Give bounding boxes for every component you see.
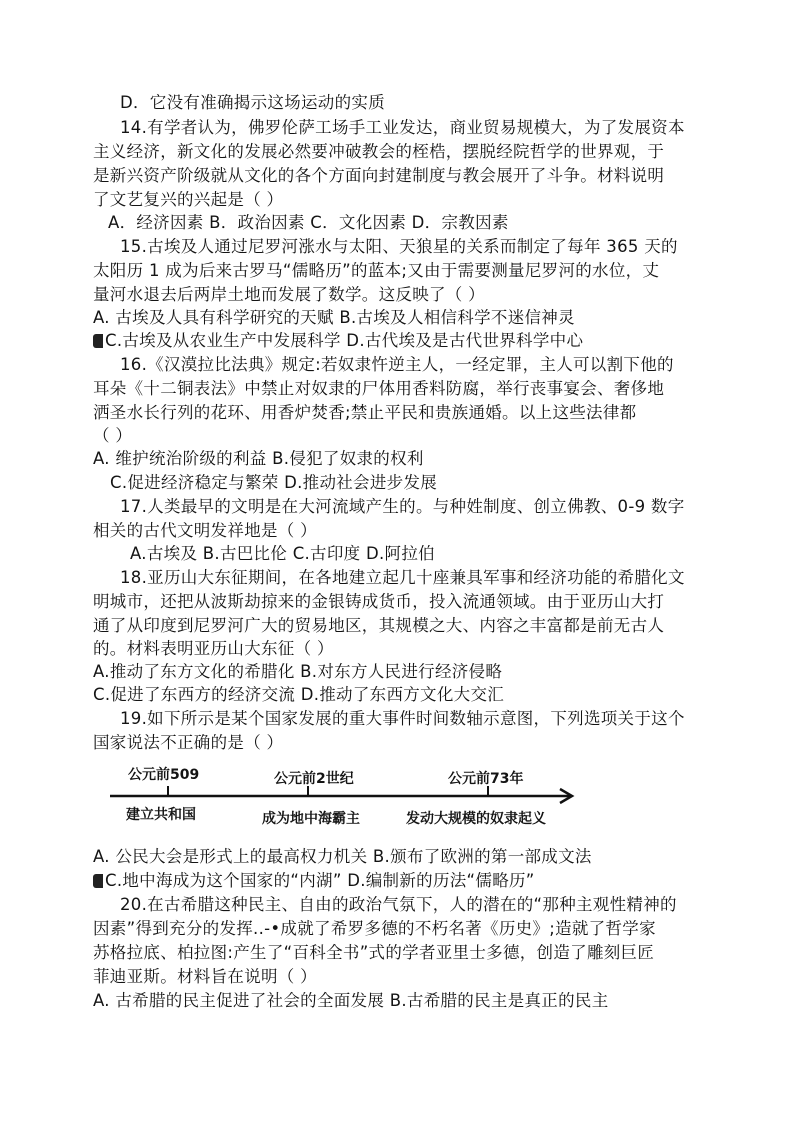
timeline-date-73: 公元前73年 (448, 771, 524, 787)
q16-stem-line: 洒圣水长行列的花环、用香炉焚香;禁止平民和贵族通婚。以上这些法律都 (93, 403, 637, 422)
q20-stem-line: 苏格拉底、柏拉图:产生了“百科全书”式的学者亚里士多德，创造了雕刻巨匠 (93, 943, 655, 962)
q19-options-ab: A. 公民大会是形式上的最高权力机关 B.颁布了欧洲的第一部成文法 (93, 847, 592, 866)
q14-stem-line: 是新兴资产阶级就从文化的各个方面向封建制度与教会展开了斗争。材料说明 (93, 166, 665, 185)
q18-options-cd: C.促进了东西方的经济交流 D.推动了东西方文化大交汇 (93, 685, 505, 704)
timeline-event-republic: 建立共和国 (126, 807, 196, 823)
q17-stem-line: 相关的古代文明发祥地是（ ） (93, 521, 317, 540)
q20-stem-line: 因素”得到充分的发挥..-•成就了希罗多德的不朽名著《历史》;造就了哲学家 (93, 919, 656, 938)
timeline-event-mediterranean: 成为地中海霸主 (262, 811, 360, 827)
q15-stem-line: 量河水退去后两岸土地而发展了数学。这反映了（ ） (93, 285, 485, 304)
q15-options-ab: A. 古埃及人具有科学研究的天赋 B.古埃及人相信科学不迷信神灵 (93, 308, 575, 327)
q20-stem-line: 菲迪亚斯。材料旨在说明（ ） (93, 967, 317, 986)
q16-options-ab: A. 维护统治阶级的利益 B.侵犯了奴隶的权利 (93, 449, 424, 468)
q15-options-cd-text: C.古埃及从农业生产中发展科学 D.古代埃及是古代世界科学中心 (105, 331, 584, 350)
timeline-date-509: 公元前509 (128, 767, 200, 783)
timeline-diagram (100, 758, 600, 838)
q17-options: A.古埃及 B.古巴比伦 C.古印度 D.阿拉伯 (130, 544, 435, 563)
q16-stem-line: （ ） (93, 426, 133, 445)
q19-stem-line: 19.如下所示是某个国家发展的重大事件时间数轴示意图，下列选项关于这个 (120, 709, 685, 728)
q14-stem-line: 主义经济，新文化的发展必然要冲破教会的桎梏，摆脱经院哲学的世界观，于 (93, 142, 665, 161)
q17-stem-line: 17.人类最早的文明是在大河流域产生的。与种姓制度、创立佛教、0-9 数字 (120, 497, 685, 516)
timeline-date-2nd-century: 公元前2世纪 (274, 771, 354, 787)
q20-options-ab: A. 古希腊的民主促进了社会的全面发展 B.古希腊的民主是真正的民主 (93, 991, 609, 1010)
q14-stem-line: 了文艺复兴的兴起是（ ） (93, 190, 284, 209)
q19-options-cd-text: C.地中海成为这个国家的“内湖” D.编制新的历法“儒略历” (105, 871, 535, 890)
q16-options-cd: C.促进经济稳定与繁荣 D.推动社会进步发展 (110, 473, 438, 492)
q18-stem-line: 明城市，还把从波斯劫掠来的金银铸成货币，投入流通领域。由于亚历山大打 (93, 592, 665, 611)
q15-options-cd (93, 330, 583, 352)
q19-stem-line: 国家说法不正确的是（ ） (93, 733, 284, 752)
q16-stem-line: 耳朵《十二铜表法》中禁止对奴隶的尸体用香料防腐，举行丧事宴会、奢侈地 (93, 379, 665, 398)
q14-stem-line: 14.有学者认为，佛罗伦萨工场手工业发达，商业贸易规模大，为了发展资本 (120, 118, 685, 137)
q19-options-cd (93, 870, 535, 892)
q18-stem-line: 的。材料表明亚历山大东征（ ） (93, 639, 334, 658)
q20-stem-line: 20.在古希腊这种民主、自由的政治气氛下，人的潜在的“那种主观性精神的 (120, 895, 677, 914)
q15-stem-line: 15.古埃及人通过尼罗河涨水与太阳、天狼星的关系而制定了每年 365 天的 (120, 237, 678, 256)
q18-stem-line: 通了从印度到尼罗河广大的贸易地区，其规模之大、内容之丰富都是前无古人 (93, 616, 665, 635)
answer-mark-icon (93, 874, 103, 888)
q18-stem-line: 18.亚历山大东征期间，在各地建立起几十座兼具军事和经济功能的希腊化文 (120, 568, 685, 587)
q13-option-d: D．它没有准确揭示这场运动的实质 (120, 93, 386, 112)
answer-mark-icon (93, 334, 103, 348)
timeline-event-slave-revolt: 发动大规模的奴隶起义 (406, 811, 546, 827)
q16-stem-line: 16.《汉漠拉比法典》规定:若奴隶忤逆主人，一经定罪，主人可以割下他的 (120, 355, 674, 374)
q18-options-ab: A.推动了东方文化的希腊化 B.对东方人民进行经济侵略 (93, 662, 503, 681)
q14-options: A．经济因素 B．政治因素 C．文化因素 D．宗教因素 (108, 213, 509, 232)
q15-stem-line: 太阳历 1 成为后来古罗马“儒略历”的蓝本;又由于需要测量尼罗河的水位，丈 (93, 261, 660, 280)
